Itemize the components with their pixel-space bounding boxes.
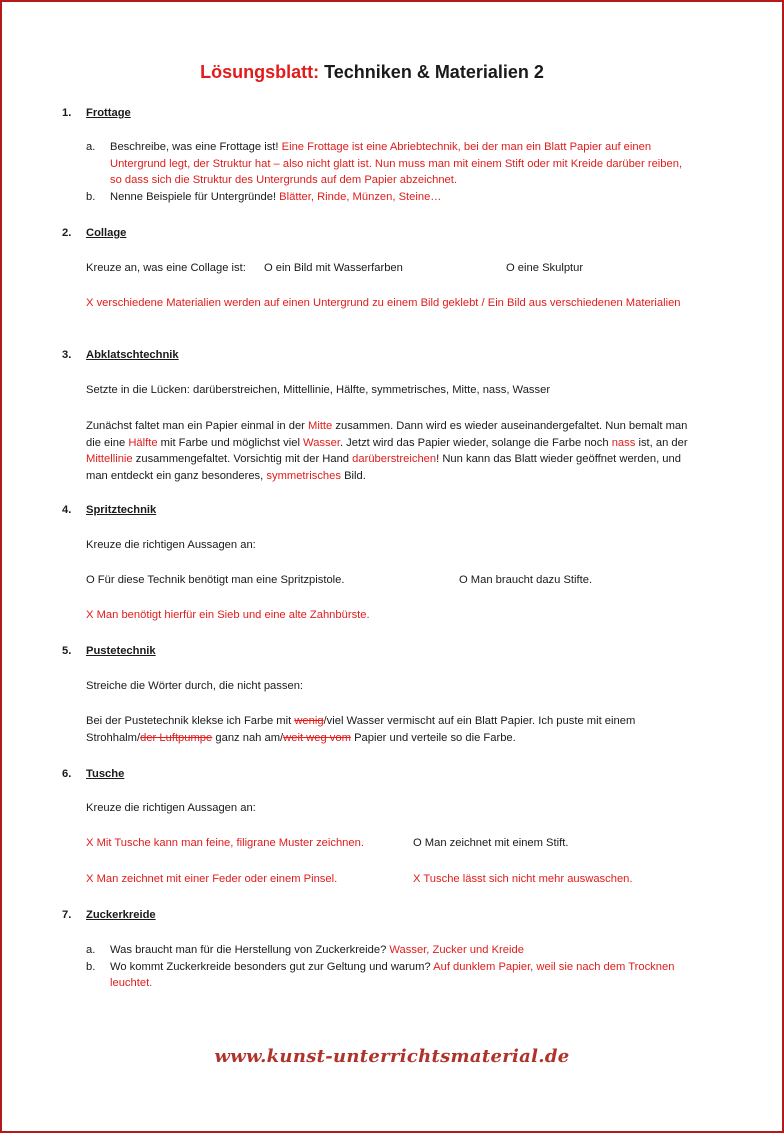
footer-website-url: www.kunst-unterrichtsmaterial.de: [214, 1046, 570, 1067]
frottage-questions: [86, 139, 696, 205]
cloze-text: zusammengefaltet. Vorsichtig mit der Hand: [135, 453, 350, 465]
section-abklatschtechnik: [62, 347, 702, 364]
cloze-text: . Jetzt wird das Papier wieder, solange die Farbe noch: [339, 436, 609, 449]
tusche-answer-muster: X Mit Tusche kann man feine, filigrane Muster zeichnen.: [86, 837, 364, 849]
section-tusche: [62, 766, 702, 783]
cloze-text: zusammen. Dann wird es wieder auseinandergefaltet. Nun bemalt man die eine: [86, 420, 688, 449]
section-collage: [62, 225, 702, 242]
question-item: [86, 959, 681, 992]
section-title: Frottage: [86, 107, 131, 119]
title-main: Techniken & Materialien 2: [324, 62, 544, 82]
section-heading: [62, 766, 702, 783]
section-spritztechnik: [62, 502, 702, 519]
cloze-answer: Hälfte: [128, 436, 158, 449]
section-frottage: [62, 105, 702, 122]
section-heading: [62, 347, 702, 364]
struck-word: der Luftpumpe: [140, 731, 213, 744]
cloze-answer: Mittellinie: [86, 453, 133, 465]
section-heading: [62, 643, 702, 660]
cloze-answer: nass: [611, 436, 636, 449]
answer-text: Auf dunklem Papier, weil sie nach dem Trocknen leuchtet.: [110, 960, 675, 989]
question-text: Beschreibe, was eine Frottage ist!: [110, 141, 279, 153]
question-item: [86, 139, 696, 189]
tusche-answer-auswaschen: X Tusche lässt sich nicht mehr auswaschen.: [413, 873, 633, 885]
puste-text-part: /viel Wasser vermischt auf ein Blatt Papier. Ich puste mit einem Strohhalm/: [86, 715, 636, 744]
puste-prompt: Streiche die Wörter durch, die nicht passen:: [86, 680, 304, 692]
cloze-text: Zunächst faltet man ein Papier einmal in der: [86, 420, 305, 432]
question-item: [86, 942, 681, 959]
section-number: 3.: [62, 349, 72, 361]
puste-text-part: Bei der Pustetechnik klekse ich Farbe mit: [86, 715, 292, 727]
cloze-answer: darüberstreichen: [352, 453, 437, 465]
cloze-text: mit Farbe und möglichst viel: [160, 436, 300, 449]
item-label: a.: [86, 944, 96, 956]
question-text: Was braucht man für die Herstellung von Zuckerkreide?: [110, 944, 387, 956]
page-title: [2, 62, 742, 83]
struck-word: weit weg vom: [283, 731, 351, 744]
cloze-text: ! Nun kann das Blatt wieder geöffnet werden, und man entdeckt ein ganz besonderes,: [86, 453, 681, 482]
section-heading: [62, 502, 702, 519]
cloze-answer: Wasser: [303, 436, 340, 449]
zuckerkreide-questions: [86, 942, 681, 992]
section-title: Collage: [86, 227, 127, 239]
puste-text-part: ganz nah am/: [215, 731, 284, 744]
section-title: Spritztechnik: [86, 504, 157, 516]
spritz-option-spritzpistole: O Für diese Technik benötigt man eine Spritzpistole.: [86, 574, 345, 586]
puste-text: [86, 713, 691, 746]
puste-text-part: Papier und verteile so die Farbe.: [354, 731, 516, 744]
section-title: Abklatschtechnik: [86, 349, 179, 361]
section-number: 5.: [62, 645, 72, 657]
section-number: 2.: [62, 227, 72, 239]
tusche-options-row-2: [86, 871, 696, 888]
cloze-text: ist, an der: [638, 436, 688, 449]
section-number: 1.: [62, 107, 72, 119]
collage-option-wasserfarben: O ein Bild mit Wasserfarben: [264, 262, 403, 274]
section-title: Tusche: [86, 768, 125, 780]
cloze-text: Bild.: [344, 469, 366, 482]
spritz-prompt: Kreuze die richtigen Aussagen an:: [86, 539, 256, 551]
section-number: 6.: [62, 768, 72, 780]
section-heading: [62, 907, 702, 924]
question-text: Wo kommt Zuckerkreide besonders gut zur Geltung und warum?: [110, 960, 431, 973]
item-label: b.: [86, 190, 96, 203]
tusche-prompt: Kreuze die richtigen Aussagen an:: [86, 802, 256, 814]
cloze-answer: Mitte: [308, 420, 333, 432]
spritz-option-stifte: O Man braucht dazu Stifte.: [459, 574, 593, 586]
collage-option-skulptur: O eine Skulptur: [506, 262, 584, 274]
cloze-answer: symmetrisches: [266, 469, 341, 482]
spritz-options: [86, 572, 696, 589]
item-label: b.: [86, 960, 96, 973]
question-text: Nenne Beispiele für Untergründe!: [110, 190, 277, 203]
title-prefix: Lösungsblatt:: [200, 62, 320, 82]
section-heading: [62, 225, 702, 242]
tusche-options-row-1: [86, 835, 696, 852]
section-heading: [62, 105, 702, 122]
section-title: Pustetechnik: [86, 645, 156, 657]
section-title: Zuckerkreide: [86, 909, 156, 921]
abklatsch-prompt: Setzte in die Lücken: darüberstreichen, Mittellinie, Hälfte, symmetrisches, Mitte, nass, Wasser: [86, 384, 551, 396]
section-number: 4.: [62, 504, 72, 516]
section-pustetechnik: [62, 643, 702, 660]
answer-text: Blätter, Rinde, Münzen, Steine…: [279, 190, 442, 203]
answer-text: Wasser, Zucker und Kreide: [389, 944, 524, 956]
section-number: 7.: [62, 909, 72, 921]
answer-text: Eine Frottage ist eine Abriebtechnik, bei der man ein Blatt Papier auf einen Untergrund legt, der Struktur hat – also nicht glatt ist. Nun muss man mit einem Stift oder mit Kreide darüber reiben, so dass sich die Struktur des Untergrunds auf dem Papier abzeichnet.: [110, 141, 683, 186]
spritz-answer: X Man benötigt hierfür ein Sieb und eine alte Zahnbürste.: [86, 609, 370, 621]
question-item: [86, 189, 696, 206]
item-label: a.: [86, 141, 96, 153]
tusche-option-stift: O Man zeichnet mit einem Stift.: [413, 837, 569, 849]
collage-options: [86, 260, 696, 277]
collage-answer: X verschiedene Materialien werden auf einen Untergrund zu einem Bild geklebt / Ein Bild aus verschiedenen Materialien: [86, 297, 681, 309]
section-zuckerkreide: [62, 907, 702, 924]
struck-word: wenig: [294, 715, 324, 727]
abklatsch-cloze-text: [86, 418, 691, 484]
tusche-answer-feder: X Man zeichnet mit einer Feder oder einem Pinsel.: [86, 873, 338, 885]
collage-prompt: Kreuze an, was eine Collage ist:: [86, 262, 246, 274]
